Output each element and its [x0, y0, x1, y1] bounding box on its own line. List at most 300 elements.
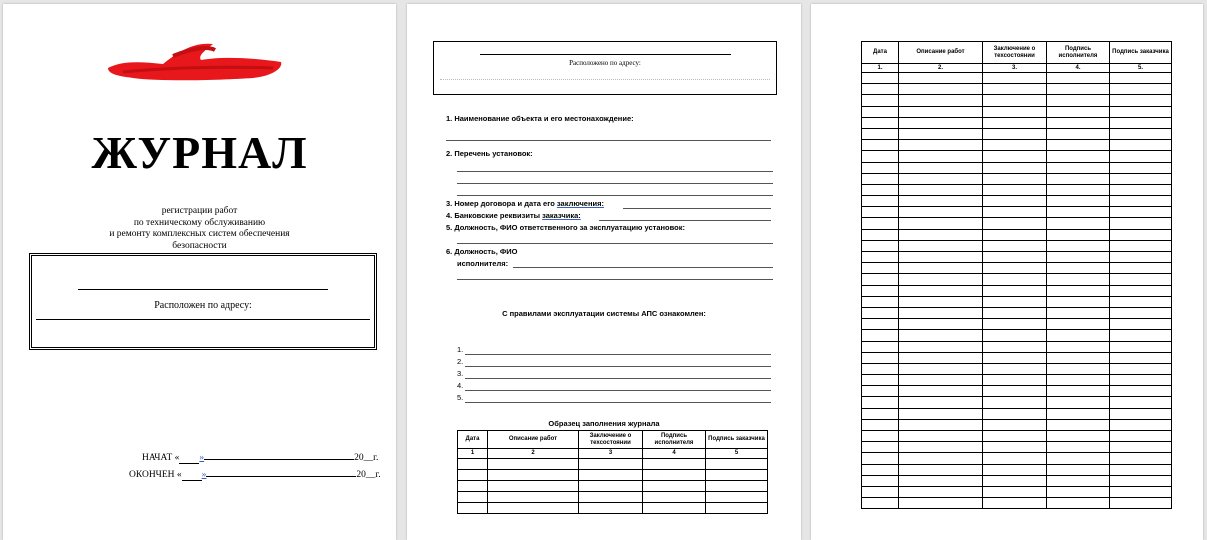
table-row	[862, 431, 1172, 442]
table-cell	[1047, 486, 1110, 497]
form-address-label: Расположено по адресу:	[569, 59, 641, 67]
table-cell	[862, 128, 899, 139]
item-text: 4. Банковские реквизиты	[446, 211, 543, 220]
table-cell	[1110, 296, 1172, 307]
month-blank	[204, 450, 354, 460]
table-cell	[1047, 274, 1110, 285]
header-description: Описание работ	[488, 431, 579, 449]
address-label: Расположен по адресу:	[154, 300, 252, 311]
table-row	[862, 207, 1172, 218]
table-cell	[862, 106, 899, 117]
form-item-4	[446, 211, 581, 220]
table-number-row	[458, 449, 768, 459]
table-cell	[1047, 184, 1110, 195]
column-number: 2.	[899, 64, 983, 73]
table-cell	[1110, 431, 1172, 442]
table-cell	[1110, 173, 1172, 184]
table-cell	[983, 229, 1047, 240]
form-item-2: 2. Перечень установок:	[446, 149, 533, 158]
table-cell	[1110, 252, 1172, 263]
table-row	[862, 151, 1172, 162]
table-cell	[899, 207, 983, 218]
table-cell	[899, 106, 983, 117]
table-cell	[1047, 128, 1110, 139]
table-cell	[899, 252, 983, 263]
signature-line	[465, 378, 771, 379]
table-cell	[862, 386, 899, 397]
quote-mark: »	[199, 453, 205, 463]
signature-line	[465, 390, 771, 391]
signature-number: 1.	[457, 345, 464, 354]
blank-line	[623, 208, 771, 209]
table-cell	[899, 240, 983, 251]
table-cell	[579, 470, 643, 481]
table-number-row	[862, 64, 1172, 73]
table-cell	[983, 73, 1047, 84]
table-cell	[579, 503, 643, 514]
started-date-row	[142, 450, 378, 464]
blank-line	[599, 220, 771, 221]
table-row	[458, 459, 768, 470]
table-cell	[1047, 442, 1110, 453]
table-cell	[1110, 408, 1172, 419]
table-cell	[899, 498, 983, 509]
header-condition: Заключение о техсостоянии	[579, 431, 643, 449]
table-cell	[983, 419, 1047, 430]
table-cell	[1110, 453, 1172, 464]
table-cell	[643, 481, 706, 492]
table-cell	[899, 128, 983, 139]
table-cell	[983, 84, 1047, 95]
log-page	[811, 4, 1203, 540]
table-row	[862, 274, 1172, 285]
table-cell	[1047, 408, 1110, 419]
table-cell	[1047, 498, 1110, 509]
table-cell	[488, 459, 579, 470]
table-cell	[862, 151, 899, 162]
table-cell	[983, 151, 1047, 162]
table-cell	[1047, 475, 1110, 486]
table-cell	[1110, 464, 1172, 475]
table-cell	[983, 341, 1047, 352]
table-cell	[862, 498, 899, 509]
header-executor-signature: Подпись исполнителя	[643, 431, 706, 449]
table-cell	[862, 117, 899, 128]
table-cell	[706, 459, 768, 470]
ended-date-row	[129, 467, 381, 481]
table-cell	[1110, 218, 1172, 229]
header-condition: Заключение о техсостоянии	[983, 42, 1047, 64]
signature-line	[465, 402, 771, 403]
table-cell	[983, 196, 1047, 207]
table-cell	[1110, 263, 1172, 274]
blank-line	[446, 140, 771, 141]
table-cell	[458, 459, 488, 470]
table-cell	[862, 274, 899, 285]
table-cell	[983, 307, 1047, 318]
table-cell	[983, 263, 1047, 274]
signature-number: 3.	[457, 369, 464, 378]
column-number: 4	[643, 449, 706, 459]
log-table	[861, 41, 1172, 509]
table-cell	[983, 397, 1047, 408]
table-cell	[1047, 140, 1110, 151]
table-cell	[862, 252, 899, 263]
table-cell	[862, 229, 899, 240]
subtitle-line: и ремонту комплексных систем обеспечения	[109, 229, 290, 239]
header-description: Описание работ	[899, 42, 983, 64]
cover-page	[3, 4, 396, 540]
signature-number: 2.	[457, 357, 464, 366]
table-row	[862, 106, 1172, 117]
table-cell	[1110, 151, 1172, 162]
table-cell	[1110, 274, 1172, 285]
header-date: Дата	[458, 431, 488, 449]
column-number: 1.	[862, 64, 899, 73]
table-cell	[983, 128, 1047, 139]
table-cell	[862, 442, 899, 453]
table-row	[862, 84, 1172, 95]
table-cell	[706, 481, 768, 492]
table-header-row	[458, 431, 768, 449]
table-cell	[458, 492, 488, 503]
table-row	[862, 173, 1172, 184]
table-cell	[899, 363, 983, 374]
table-cell	[1047, 207, 1110, 218]
table-cell	[983, 475, 1047, 486]
table-cell	[862, 341, 899, 352]
table-cell	[1110, 73, 1172, 84]
table-cell	[1047, 296, 1110, 307]
table-cell	[899, 173, 983, 184]
table-cell	[899, 84, 983, 95]
table-cell	[983, 464, 1047, 475]
table-cell	[1047, 307, 1110, 318]
table-cell	[983, 240, 1047, 251]
table-cell	[1110, 442, 1172, 453]
column-number: 3	[579, 449, 643, 459]
table-row	[862, 95, 1172, 106]
table-cell	[1110, 184, 1172, 195]
table-cell	[983, 117, 1047, 128]
form-address-box	[433, 41, 777, 95]
sample-title: Образец заполнения журнала	[548, 419, 660, 428]
table-cell	[1047, 252, 1110, 263]
table-cell	[899, 453, 983, 464]
table-cell	[706, 503, 768, 514]
column-number: 3.	[983, 64, 1047, 73]
signature-number: 5.	[457, 393, 464, 402]
table-cell	[899, 408, 983, 419]
table-row	[862, 341, 1172, 352]
table-cell	[1110, 341, 1172, 352]
table-cell	[1110, 498, 1172, 509]
address-box	[29, 253, 377, 350]
table-cell	[1110, 196, 1172, 207]
table-cell	[1110, 229, 1172, 240]
table-cell	[983, 319, 1047, 330]
table-row	[862, 140, 1172, 151]
table-cell	[983, 442, 1047, 453]
table-cell	[1047, 419, 1110, 430]
table-row	[862, 196, 1172, 207]
table-cell	[983, 363, 1047, 374]
subtitle-line: безопасности	[172, 240, 227, 251]
table-row	[458, 492, 768, 503]
table-cell	[1047, 229, 1110, 240]
table-cell	[1110, 375, 1172, 386]
table-cell	[899, 319, 983, 330]
table-cell	[862, 363, 899, 374]
table-row	[862, 330, 1172, 341]
table-cell	[983, 274, 1047, 285]
table-cell	[643, 503, 706, 514]
table-cell	[899, 307, 983, 318]
table-cell	[1110, 84, 1172, 95]
table-cell	[1110, 285, 1172, 296]
table-cell	[1047, 196, 1110, 207]
table-cell	[899, 375, 983, 386]
table-cell	[1047, 431, 1110, 442]
table-cell	[862, 140, 899, 151]
table-cell	[1047, 285, 1110, 296]
table-row	[862, 73, 1172, 84]
table-cell	[1047, 341, 1110, 352]
table-cell	[862, 431, 899, 442]
table-cell	[643, 470, 706, 481]
item-underlined-text: заключения:	[556, 199, 604, 208]
table-cell	[643, 492, 706, 503]
blank-line	[457, 183, 773, 184]
table-cell	[983, 296, 1047, 307]
table-row	[862, 240, 1172, 251]
table-cell	[862, 408, 899, 419]
table-cell	[1047, 162, 1110, 173]
table-row	[862, 442, 1172, 453]
blank-line	[457, 171, 773, 172]
table-cell	[983, 207, 1047, 218]
form-page	[407, 4, 801, 540]
table-row	[862, 408, 1172, 419]
table-cell	[643, 459, 706, 470]
table-row	[862, 352, 1172, 363]
table-row	[862, 363, 1172, 374]
table-cell	[706, 492, 768, 503]
form-item-6-second: исполнителя:	[457, 259, 509, 268]
table-cell	[983, 330, 1047, 341]
table-cell	[1110, 162, 1172, 173]
redaction-scribble	[103, 38, 288, 88]
column-number: 4.	[1047, 64, 1110, 73]
table-cell	[899, 140, 983, 151]
table-cell	[862, 173, 899, 184]
form-item-6: 6. Должность, ФИО	[446, 247, 518, 256]
table-cell	[983, 498, 1047, 509]
table-cell	[899, 442, 983, 453]
table-row	[862, 296, 1172, 307]
journal-title: ЖУРНАЛ	[91, 127, 308, 178]
year-label: 20__г.	[354, 453, 379, 463]
table-row	[458, 481, 768, 492]
table-cell	[983, 184, 1047, 195]
table-row	[862, 498, 1172, 509]
table-cell	[488, 492, 579, 503]
table-cell	[899, 263, 983, 274]
table-cell	[983, 162, 1047, 173]
table-cell	[1047, 95, 1110, 106]
table-row	[862, 319, 1172, 330]
column-number: 1	[458, 449, 488, 459]
name-blank-line	[480, 54, 731, 55]
table-cell	[862, 196, 899, 207]
table-cell	[983, 95, 1047, 106]
table-cell	[579, 492, 643, 503]
table-cell	[1110, 419, 1172, 430]
table-cell	[862, 419, 899, 430]
table-cell	[899, 117, 983, 128]
table-cell	[1110, 207, 1172, 218]
day-blank	[179, 453, 199, 464]
table-cell	[1110, 330, 1172, 341]
table-cell	[1047, 173, 1110, 184]
table-cell	[862, 73, 899, 84]
table-row	[862, 162, 1172, 173]
table-cell	[579, 459, 643, 470]
table-cell	[1110, 319, 1172, 330]
quote-mark: »	[201, 470, 207, 480]
item-underlined-text: заказчика:	[542, 211, 581, 220]
table-cell	[1047, 352, 1110, 363]
table-cell	[458, 503, 488, 514]
blank-line	[457, 195, 773, 196]
signature-line	[465, 366, 771, 367]
table-cell	[1047, 106, 1110, 117]
subtitle-line: регистрации работ	[161, 206, 238, 216]
blank-line	[457, 279, 773, 280]
table-cell	[1110, 307, 1172, 318]
table-cell	[862, 285, 899, 296]
table-cell	[983, 218, 1047, 229]
table-cell	[983, 408, 1047, 419]
table-cell	[899, 464, 983, 475]
table-cell	[862, 263, 899, 274]
table-cell	[1047, 464, 1110, 475]
table-row	[862, 375, 1172, 386]
table-cell	[458, 470, 488, 481]
table-cell	[1110, 363, 1172, 374]
table-row	[862, 464, 1172, 475]
table-cell	[1047, 330, 1110, 341]
form-item-5: 5. Должность, ФИО ответственного за эксплуатацию установок:	[446, 223, 685, 232]
blank-line	[513, 267, 773, 268]
signature-number: 4.	[457, 381, 464, 390]
table-cell	[983, 375, 1047, 386]
table-cell	[899, 73, 983, 84]
address-blank-line	[36, 319, 370, 320]
table-cell	[862, 330, 899, 341]
table-cell	[488, 470, 579, 481]
table-cell	[983, 252, 1047, 263]
table-cell	[458, 481, 488, 492]
table-cell	[899, 229, 983, 240]
started-label: НАЧАТ «	[142, 453, 180, 463]
table-cell	[862, 352, 899, 363]
table-cell	[862, 319, 899, 330]
table-cell	[899, 330, 983, 341]
table-cell	[983, 486, 1047, 497]
table-cell	[899, 475, 983, 486]
table-row	[862, 307, 1172, 318]
table-row	[862, 229, 1172, 240]
table-cell	[899, 274, 983, 285]
year-label: 20__г.	[356, 470, 381, 480]
table-cell	[1110, 386, 1172, 397]
table-cell	[862, 397, 899, 408]
table-cell	[1110, 475, 1172, 486]
table-cell	[862, 453, 899, 464]
table-cell	[1047, 386, 1110, 397]
table-row	[862, 117, 1172, 128]
table-cell	[899, 184, 983, 195]
table-row	[458, 503, 768, 514]
table-row	[862, 486, 1172, 497]
table-cell	[1047, 84, 1110, 95]
table-cell	[1047, 263, 1110, 274]
header-customer-signature: Подпись заказчика	[706, 431, 768, 449]
form-item-3	[446, 199, 604, 208]
table-cell	[983, 140, 1047, 151]
table-cell	[983, 431, 1047, 442]
header-date: Дата	[862, 42, 899, 64]
blank-line	[457, 243, 773, 244]
table-cell	[862, 296, 899, 307]
table-cell	[899, 196, 983, 207]
column-number: 5	[706, 449, 768, 459]
table-cell	[899, 95, 983, 106]
table-row	[862, 285, 1172, 296]
table-cell	[899, 151, 983, 162]
table-cell	[488, 481, 579, 492]
header-executor-signature: Подпись исполнителя	[1047, 42, 1110, 64]
table-cell	[862, 95, 899, 106]
column-number: 2	[488, 449, 579, 459]
table-cell	[1110, 117, 1172, 128]
table-cell	[1047, 319, 1110, 330]
table-cell	[1110, 352, 1172, 363]
table-cell	[899, 486, 983, 497]
subtitle-line: по техническому обслуживанию	[133, 217, 266, 228]
table-row	[862, 386, 1172, 397]
table-cell	[983, 173, 1047, 184]
item-text: 3. Номер договора и дата его	[446, 199, 557, 208]
table-cell	[862, 218, 899, 229]
name-blank-line	[78, 289, 328, 290]
table-cell	[899, 296, 983, 307]
table-cell	[862, 375, 899, 386]
table-cell	[1047, 397, 1110, 408]
table-cell	[983, 386, 1047, 397]
table-row	[862, 184, 1172, 195]
table-cell	[1110, 140, 1172, 151]
table-cell	[1047, 375, 1110, 386]
table-cell	[862, 464, 899, 475]
table-cell	[1110, 240, 1172, 251]
table-cell	[1047, 73, 1110, 84]
acknowledgement-heading: С правилами эксплуатации системы АПС ознакомлен:	[502, 309, 706, 318]
table-cell	[579, 481, 643, 492]
table-row	[862, 128, 1172, 139]
signature-line	[465, 354, 771, 355]
